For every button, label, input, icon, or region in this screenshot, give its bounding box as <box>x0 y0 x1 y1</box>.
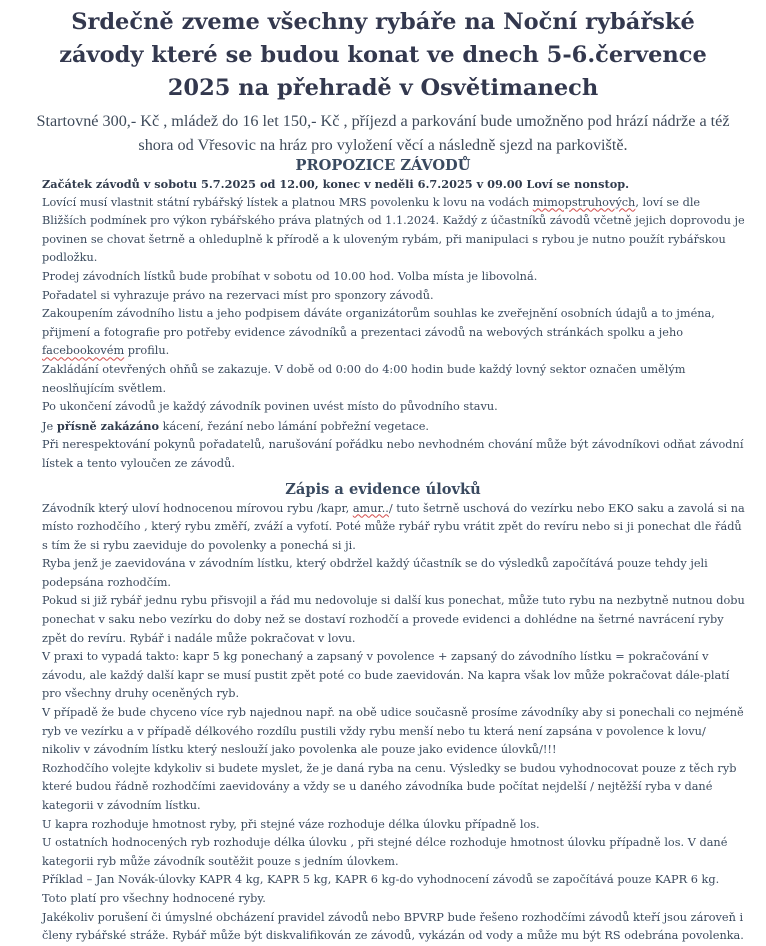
spellcheck-word: mimopstruhových <box>532 195 636 209</box>
rule-paragraph <box>42 500 746 556</box>
propozice-heading: PROPOZICE ZÁVODŮ <box>295 157 471 174</box>
rule-paragraph <box>42 417 746 437</box>
rule-paragraph: Příklad – Jan Novák-úlovky KAPR 4 kg, KAPR 5 kg, KAPR 6 kg-do vyhodnocení závodů se započítává pouze KAPR 6 kg. Toto platí pro všechny hodnocené ryby. <box>42 873 720 905</box>
spellcheck-word: amur.. <box>352 501 389 515</box>
rule-paragraph: Rozhodčího volejte kdykoliv si budete myslet, že je daná ryba na cenu. Výsledky se budou vyhodnocovat pouze z těch ryb které budou řádně rozhodčími zaevidovány a vždy se u daného závodníka bude počítat nejdelší / nejtěžší ryba v dané kategorii v závodním lístku. <box>42 761 737 812</box>
page-title: Srdečně zveme všechny rybáře na Noční rybářské závody které se budou konat ve dnech 5-6.července 2025 na přehradě v Osvětimanech <box>59 9 707 101</box>
text-span: Lovící musí vlastnit státní rybářský lístek a platnou MRS povolenku k lovu na vodách <box>42 195 533 209</box>
text-span: Je <box>42 419 57 433</box>
rule-paragraph: U kapra rozhoduje hmotnost ryby, při stejné váze rozhoduje délka úlovku případně los. <box>42 817 540 831</box>
text-span: / tuto šetrně uschová do vezírku nebo EKO saku a zavolá si na místo rozhodčího , který rybu změří, zváží a vyfotí. Poté může rybář rybu vrátit zpět do revíru nebo si ji ponechat dle řádů s tím že si rybu zaeviduje do povolenky a ponechá si ji. <box>42 501 745 552</box>
spellcheck-word: facebookovém <box>42 344 125 358</box>
rule-paragraph: Jakékoliv porušení či úmyslné obcházení pravidel závodů nebo BPVRP bude řešeno rozhodčími závodů kteří jsou zároveň i členy rybářské stráže. Rybář může být diskvalifikován ze závodů, vykázán od vody a může mu být RS odebrána povolenka. <box>42 910 744 943</box>
rule-paragraph: Zakládání otevřených ohňů se zakazuje. V době od 0:00 do 4:00 hodin bude každý lovný sektor označen umělým neoslňujícím světlem. <box>42 362 686 395</box>
rule-paragraph: Při nerespektování pokynů pořadatelů, narušování pořádku nebo nevhodném chování může být závodníkovi odňat závodní lístek a tento vyloučen ze závodů. <box>42 438 744 470</box>
rule-paragraph <box>42 194 746 268</box>
rule-paragraph: Pořadatel si vyhrazuje právo na rezervaci míst pro sponzory závodů. <box>42 288 434 302</box>
rule-paragraph: Ryba jenž je zaevidována v závodním lístku, který obdržel každý účastník se do výsledků započítává pouze tehdy jeli podepsána rozhodčím. <box>42 557 708 589</box>
text-span: Závodník který uloví hodnocenou mírovou rybu /kapr, <box>42 501 353 515</box>
text-span: profilu. <box>124 344 170 358</box>
text-span: kácení, řezání nebo lámání pobřežní vegetace. <box>159 419 430 433</box>
text-span: Zakoupením závodního listu a jeho podpisem dáváte organizátorům souhlas ke zveřejnění osobních údajů a to jména, přijmení a fotografie pro potřeby evidence závodníků a prezentaci závodů na webových stránkách spolku a jeho <box>42 307 715 339</box>
rule-paragraph: V praxi to vypadá takto: kapr 5 kg ponechaný a zapsaný v povolence + zapsaný do závodního lístku = pokračování v závodu, ale každý další kapr se musí pustit zpět poté co bude zaevidován. Na kapra však lov může pokračovat dále-platí pro všechny druhy oceněných ryb. <box>42 650 730 701</box>
zapis-section <box>0 500 766 946</box>
text-span: , loví se dle Bližších podmínek pro výkon rybářského práva platných od 1.1.2024. Každý z účastníků závodů včetně jejich doprovodu je povinen se chovat šetrně a ohleduplně k přírodě a k uloveným rybám, při manipulaci s rybou je nutno použít rybářskou podložku. <box>42 195 745 265</box>
rule-paragraph: Pokud si již rybář jednu rybu přisvojil a řád mu nedovoluje si další kus ponechat, může tuto rybu na nezbytně nutnou dobu ponechat v saku nebo vezírku do doby než se dostaví rozhodčí a provede evidenci a dohlédne na šetrné navrácení ryby zpět do revíru. Rybář i nadále může pokračovat v lovu. <box>42 594 745 645</box>
rule-paragraph <box>42 305 746 361</box>
rule-paragraph: V případě že bude chyceno více ryb najednou např. na obě udice současně prosíme závodníky aby si ponechali co nejméně ryb ve vezírku a v případě délkového rozdílu pustili vždy rybu menší nebo tu která není zapsána v povolence k lovu/ nikoliv v závodním lístku který neslouží jako povolenka ale pouze jako evidence úlovků/!!! <box>42 706 744 757</box>
zapis-heading: Zápis a evidence úlovků <box>285 480 481 498</box>
rule-paragraph: Po ukončení závodů je každý závodník povinen uvést místo do původního stavu. <box>42 400 498 414</box>
intro-paragraph: Startovné 300,- Kč , mládež do 16 let 150,- Kč , příjezd a parkování bude umožněno pod hrází nádrže a též shora od Vřesovic na hráz pro vyložení věcí a následně sjezd na parkoviště. <box>36 112 730 154</box>
propozice-section <box>0 175 766 474</box>
start-line: Začátek závodů v sobotu 5.7.2025 od 12.00, konec v neděli 6.7.2025 v 09.00 Loví se nonstop. <box>42 177 630 191</box>
rule-paragraph: U ostatních hodnocených ryb rozhoduje délka úlovku , při stejné délce rozhoduje hmotnost úlovku případně los. V dané kategorii ryb může závodník soutěžit pouze s jedním úlovkem. <box>42 836 728 868</box>
rule-paragraph: Prodej závodních lístků bude probíhat v sobotu od 10.00 hod. Volba místa je libovolná. <box>42 269 538 283</box>
emphasis-text: přísně zakázáno <box>56 418 160 433</box>
